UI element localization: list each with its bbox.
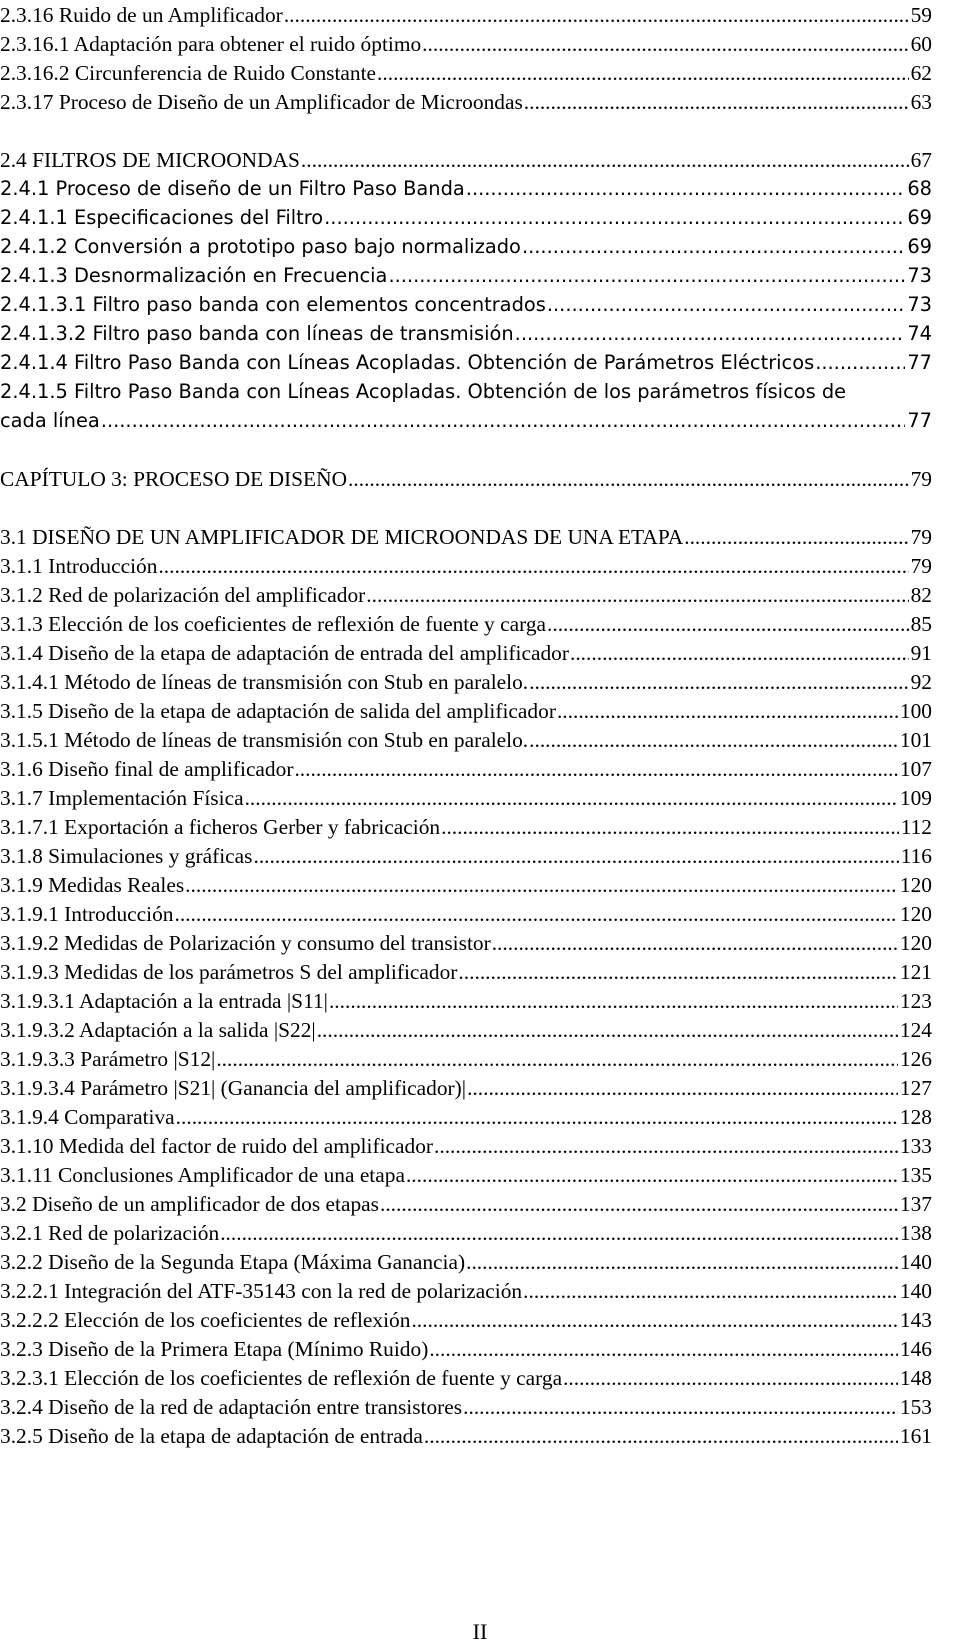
toc-page-number: 121 [899,960,932,984]
toc-entry-title: cada línea [0,409,100,432]
toc-entry-title: 2.4.1 Proceso de diseño de un Filtro Paso Banda [0,177,465,200]
dot-leader [570,638,909,668]
toc-entry-title: 2.4.1.2 Conversión a prototipo paso bajo normalizado [0,235,521,258]
toc-page-number: 100 [899,699,932,723]
toc-entry[interactable] [0,986,932,1016]
dot-leader [388,261,905,291]
toc-entry-title: 3.1.7 Implementación Física [0,786,244,810]
dot-leader [515,319,906,349]
toc-entry[interactable] [0,609,932,639]
dot-leader [434,1131,898,1161]
toc-entry[interactable] [0,841,932,871]
dot-leader [492,928,898,958]
toc-page-number: 73 [907,264,932,287]
dot-leader [220,1218,898,1248]
toc-page-number: 148 [899,1366,932,1390]
toc-entry[interactable] [0,58,932,88]
toc-page-number: 133 [899,1134,932,1158]
toc-entry[interactable] [0,696,932,726]
dot-leader [458,957,897,987]
toc-entry-title: 3.1.10 Medida del factor de ruido del amplificador [0,1134,434,1158]
toc-entry-title: 3.2.3 Diseño de la Primera Etapa (Mínimo Ruido) [0,1337,429,1361]
toc-entry[interactable] [0,406,932,436]
toc-entry-title: 2.4 FILTROS DE MICROONDAS [0,148,300,172]
toc-entry[interactable] [0,1073,932,1103]
toc-entry-title: 2.4.1.3.1 Filtro paso banda con elementos concentrados [0,293,546,316]
dot-leader [684,522,908,552]
toc-entry[interactable] [0,348,932,378]
toc-page-number: 153 [899,1395,932,1419]
dot-leader [815,348,905,378]
dot-leader [411,1305,897,1335]
dot-leader [377,58,909,88]
toc-entry-title: 3.1.8 Simulaciones y gráficas [0,844,253,868]
toc-page-number: 62 [910,61,932,85]
toc-entry-title: 3.1.9.3.3 Parámetro |S12| [0,1047,216,1071]
toc-page-number: 77 [907,351,932,374]
toc-entry-title: 3.1.7.1 Exportación a ficheros Gerber y fabricación [0,815,441,839]
toc-page-number: 120 [899,902,932,926]
toc-page-number: 107 [899,757,932,781]
toc-entry[interactable] [0,290,932,320]
toc-entry-title: 2.3.17 Proceso de Diseño de un Amplificador de Microondas [0,90,523,114]
toc-entry-title: 3.1.9.3 Medidas de los parámetros S del amplificador [0,960,458,984]
toc-page-number: 59 [910,3,932,27]
toc-page-number: 60 [910,32,932,56]
page-number-footer: II [472,1619,488,1644]
dot-leader [253,841,898,871]
toc-entry[interactable] [0,464,932,494]
dot-leader [348,464,909,494]
toc-page-number: 68 [907,177,932,200]
toc-page-number: 79 [910,467,932,491]
toc-entry-title: 3.1.4 Diseño de la etapa de adaptación de entrada del amplificador [0,641,569,665]
toc-entry-title: 2.4.1.1 Especificaciones del Filtro [0,206,324,229]
toc-page-number: 137 [899,1192,932,1216]
toc-entry[interactable] [0,870,932,900]
toc-entry-title: 3.1 DISEÑO DE UN AMPLIFICADOR DE MICROONDAS DE UNA ETAPA [0,525,684,549]
toc-entry-title: 3.1.3 Elección de los coeficientes de reflexión de fuente y carga [0,612,547,636]
toc-entry[interactable] [0,1247,932,1277]
toc-entry[interactable] [0,580,932,610]
toc-entry[interactable] [0,145,932,175]
dot-leader [563,1363,898,1393]
toc-page-number: 140 [899,1250,932,1274]
dot-leader [366,580,908,610]
toc-entry-title: 3.2.4 Diseño de la red de adaptación entre transistores [0,1395,463,1419]
dot-leader [185,870,898,900]
dot-leader [422,29,908,59]
dot-leader [467,1073,898,1103]
toc-page-number: 135 [899,1163,932,1187]
toc-entry[interactable] [0,261,932,291]
toc-entry-title: 2.4.1.5 Filtro Paso Banda con Líneas Acopladas. Obtención de los parámetros físicos de [0,380,847,403]
dot-leader [547,609,909,639]
toc-page-number: 109 [899,786,932,810]
toc-page-number: 77 [907,409,932,432]
toc-page-number: 127 [899,1076,932,1100]
toc-entry-title: 3.1.4.1 Método de líneas de transmisión con Stub en paralelo. [0,670,529,694]
dot-leader [329,986,898,1016]
dot-leader [294,754,897,784]
toc-entry[interactable] [0,957,932,987]
toc-page-number: 82 [910,583,932,607]
toc-page-number: 79 [910,525,932,549]
toc-entry-title: 3.2.5 Diseño de la etapa de adaptación de entrada [0,1424,423,1448]
dot-leader [324,203,905,233]
dot-leader [466,1247,898,1277]
toc-entry-title: 3.1.11 Conclusiones Amplificador de una etapa [0,1163,405,1187]
toc-entry[interactable] [0,0,932,30]
toc-entry[interactable] [0,1218,932,1248]
toc-entry[interactable] [0,1421,932,1451]
toc-entry[interactable] [0,1160,932,1190]
toc-entry-title: CAPÍTULO 3: PROCESO DE DISEÑO [0,467,348,491]
toc-entry[interactable] [0,1015,932,1045]
dot-leader [284,0,909,30]
toc-page-number: 85 [910,612,932,636]
toc-page-number: 128 [899,1105,932,1129]
dot-leader [441,812,899,842]
toc-entry[interactable] [0,725,932,755]
toc-entry[interactable] [0,1131,932,1161]
dot-leader [101,406,906,436]
toc-entry[interactable] [0,87,932,117]
toc-page-number: 143 [899,1308,932,1332]
toc-page-number: 124 [899,1018,932,1042]
toc-page-number: 79 [910,554,932,578]
toc-entry[interactable] [0,377,932,407]
toc-page-number: 112 [900,815,932,839]
toc-entry[interactable] [0,638,932,668]
toc-page-number: 101 [899,728,932,752]
toc-page-number: 120 [899,873,932,897]
toc-entry[interactable] [0,1189,932,1219]
toc-entry[interactable] [0,1334,932,1364]
toc-page-number: 92 [910,670,932,694]
toc-page-number: 63 [910,90,932,114]
toc-entry-title: 2.4.1.3.2 Filtro paso banda con líneas de transmisión [0,322,514,345]
toc-page-number: 138 [899,1221,932,1245]
dot-leader [317,1015,898,1045]
toc-entry-title: 2.3.16.2 Circunferencia de Ruido Constante [0,61,377,85]
dot-leader [523,1276,898,1306]
toc-page-number: 140 [899,1279,932,1303]
toc-entry-title: 3.1.5 Diseño de la etapa de adaptación de salida del amplificador [0,699,556,723]
toc-entry-title: 3.1.9.2 Medidas de Polarización y consumo del transistor [0,931,491,955]
toc-entry-title: 3.2.2.2 Elección de los coeficientes de reflexión [0,1308,411,1332]
toc-entry[interactable] [0,551,932,581]
toc-entry-title: 2.4.1.3 Desnormalización en Frecuencia [0,264,388,287]
toc-entry-title: 2.3.16.1 Adaptación para obtener el ruido óptimo [0,32,422,56]
toc-page-number: 74 [907,322,932,345]
toc-entry[interactable] [0,29,932,59]
dot-leader [466,174,906,204]
dot-leader [522,232,905,262]
toc-entry-title: 3.1.1 Introducción [0,554,158,578]
toc-entry-title: 3.1.9.1 Introducción [0,902,174,926]
toc-page-number: 73 [907,293,932,316]
toc-entry[interactable] [0,667,932,697]
toc-page-number: 69 [907,206,932,229]
dot-leader [424,1421,898,1451]
toc-entry-title: 3.1.9.3.4 Parámetro |S21| (Ganancia del amplificador)| [0,1076,467,1100]
toc-entry-title: 3.1.2 Red de polarización del amplificador [0,583,366,607]
toc-entry-title: 3.2.3.1 Elección de los coeficientes de reflexión de fuente y carga [0,1366,563,1390]
toc-entry[interactable] [0,1102,932,1132]
toc-page-number: 120 [899,931,932,955]
toc-entry[interactable] [0,232,932,262]
dot-leader [245,783,898,813]
toc-entry[interactable] [0,1044,932,1074]
toc-page-number: 146 [899,1337,932,1361]
toc-entry-title: 3.1.9 Medidas Reales [0,873,185,897]
toc-entry[interactable] [0,203,932,233]
dot-leader [380,1189,898,1219]
dot-leader [216,1044,898,1074]
toc-entry[interactable] [0,1363,932,1393]
dot-leader [557,696,898,726]
toc-entry-title: 3.1.9.3.1 Adaptación a la entrada |S11| [0,989,328,1013]
toc-entry-title: 3.1.5.1 Método de líneas de transmisión con Stub en paralelo. [0,728,529,752]
toc-page-number: 123 [899,989,932,1013]
toc-entry[interactable] [0,319,932,349]
toc-entry-title: 2.4.1.4 Filtro Paso Banda con Líneas Acopladas. Obtención de Parámetros Eléctricos [0,351,815,374]
toc-entry[interactable] [0,754,932,784]
dot-leader [174,899,897,929]
toc-page-number: 161 [899,1424,932,1448]
toc-entry[interactable] [0,899,932,929]
toc-entry[interactable] [0,783,932,813]
toc-entry-title: 3.2 Diseño de un amplificador de dos etapas [0,1192,379,1216]
toc-entry[interactable] [0,812,932,842]
dot-leader [529,667,908,697]
dot-leader [176,1102,898,1132]
dot-leader [463,1392,898,1422]
toc-page-number: 69 [907,235,932,258]
toc-entry[interactable] [0,1276,932,1306]
toc-entry-title: 3.1.9.4 Comparativa [0,1105,175,1129]
toc-page-number: 126 [899,1047,932,1071]
toc-page-number: 91 [910,641,932,665]
toc-entry[interactable] [0,522,932,552]
dot-leader [429,1334,898,1364]
dot-leader [547,290,905,320]
dot-leader [529,725,898,755]
dot-leader [301,145,909,175]
toc-entry-title: 3.1.9.3.2 Adaptación a la salida |S22| [0,1018,316,1042]
dot-leader [524,87,909,117]
toc-page-number: 67 [910,148,932,172]
toc-entry[interactable] [0,928,932,958]
toc-entry-title: 3.2.2 Diseño de la Segunda Etapa (Máxima Ganancia) [0,1250,466,1274]
toc-entry-title: 3.1.6 Diseño final de amplificador [0,757,294,781]
dot-leader [158,551,908,581]
dot-leader [406,1160,898,1190]
toc-entry-title: 3.2.1 Red de polarización [0,1221,220,1245]
toc-entry[interactable] [0,1392,932,1422]
toc-entry-title: 2.3.16 Ruido de un Amplificador [0,3,283,27]
toc-entry-title: 3.2.2.1 Integración del ATF-35143 con la red de polarización [0,1279,523,1303]
toc-entry[interactable] [0,174,932,204]
toc-page-number: 116 [900,844,932,868]
toc-entry[interactable] [0,1305,932,1335]
